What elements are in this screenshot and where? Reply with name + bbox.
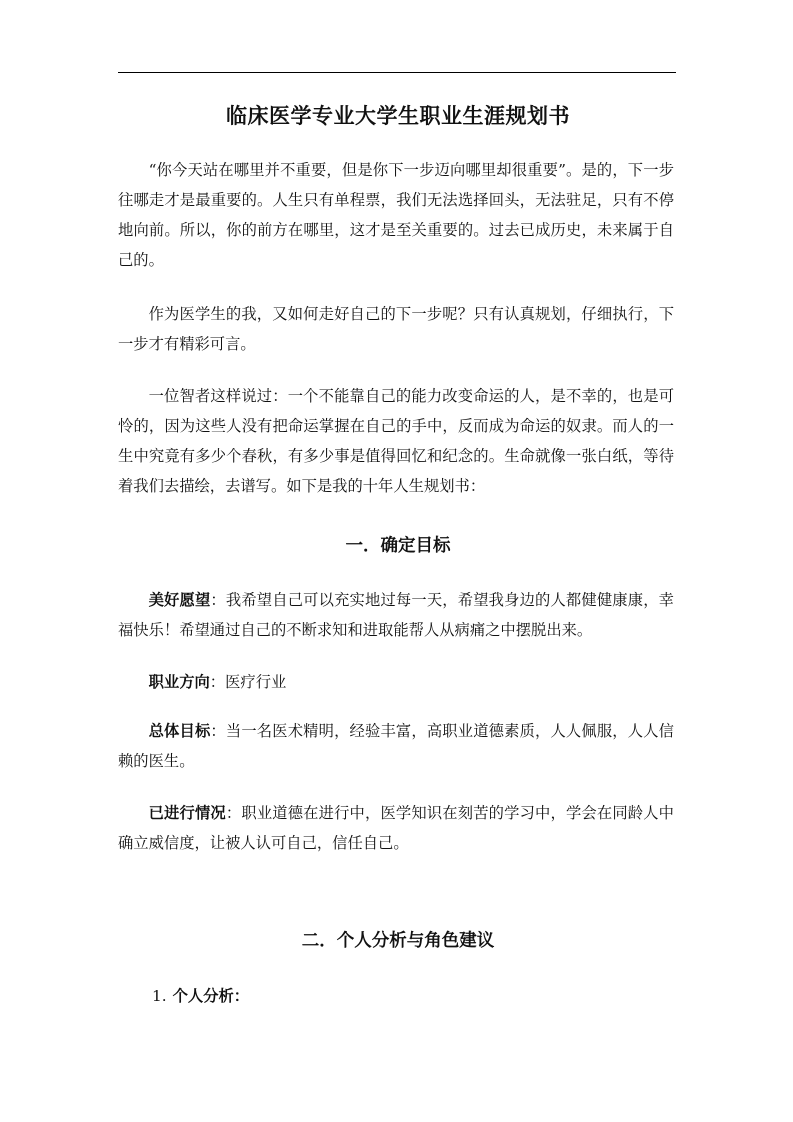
intro-paragraph-2: 作为医学生的我，又如何走好自己的下一步呢？只有认真规划，仔细执行，下一步才有精彩可言。 — [118, 305, 674, 353]
goal-item-text: 当一名医术精明，经验丰富，高职业道德素质，人人佩服，人人信赖的医生。 — [118, 722, 674, 770]
goal-item-text: 职业道德在进行中，医学知识在刻苦的学习中，学会在同龄人中确立威信度，让被人认可自己，信任自己。 — [118, 804, 674, 852]
goal-item-wish — [118, 585, 674, 645]
section-heading-goals: 一．确定目标 — [345, 536, 451, 556]
subsection-number: 1. — [152, 987, 167, 1005]
intro-paragraph-1: “你今天站在哪里并不重要，但是你下一步迈向哪里却很重要”。是的，下一步往哪走才是最重要的。人生只有单程票，我们无法选择回头，无法驻足，只有不停地向前。所以，你的前方在哪里，这才是至关重要的。过去已成历史，未来属于自己的。 — [118, 161, 674, 269]
document-title: 临床医学专业大学生职业生涯规划书 — [226, 104, 570, 128]
goal-item-text: 我希望自己可以充实地过每一天，希望我身边的人都健健康康，幸福快乐！希望通过自己的不断求知和进取能帮人从病痛之中摆脱出来。 — [118, 591, 674, 639]
subsection-personal-analysis — [152, 981, 249, 1011]
goal-item-separator: ： — [209, 673, 226, 691]
intro-paragraph-3: 一位智者这样说过：一个不能靠自己的能力改变命运的人，是不幸的，也是可怜的，因为这些人没有把命运掌握在自己的手中，反而成为命运的奴隶。而人的一生中究竟有多少个春秋，有多少事是值得回忆和纪念的。生命就像一张白纸，等待着我们去描绘，去谱写。如下是我的十年人生规划书： — [118, 387, 674, 495]
goal-item-overall-target — [118, 716, 674, 776]
goal-item-label: 总体目标 — [148, 722, 211, 740]
goal-item-separator: ： — [210, 591, 226, 609]
goal-item-progress — [118, 798, 674, 858]
section-heading-analysis: 二．个人分析与角色建议 — [301, 931, 495, 951]
goal-item-separator: ： — [225, 804, 242, 822]
subsection-label: 个人分析： — [172, 987, 250, 1005]
goal-item-separator: ： — [210, 722, 226, 740]
goal-item-label: 美好愿望 — [148, 591, 211, 609]
goal-item-label: 职业方向 — [148, 673, 210, 691]
header-rule — [118, 72, 676, 73]
goal-item-text: 医疗行业 — [225, 673, 287, 691]
goal-item-career-direction — [118, 667, 674, 697]
goal-item-label: 已进行情况 — [148, 804, 226, 822]
